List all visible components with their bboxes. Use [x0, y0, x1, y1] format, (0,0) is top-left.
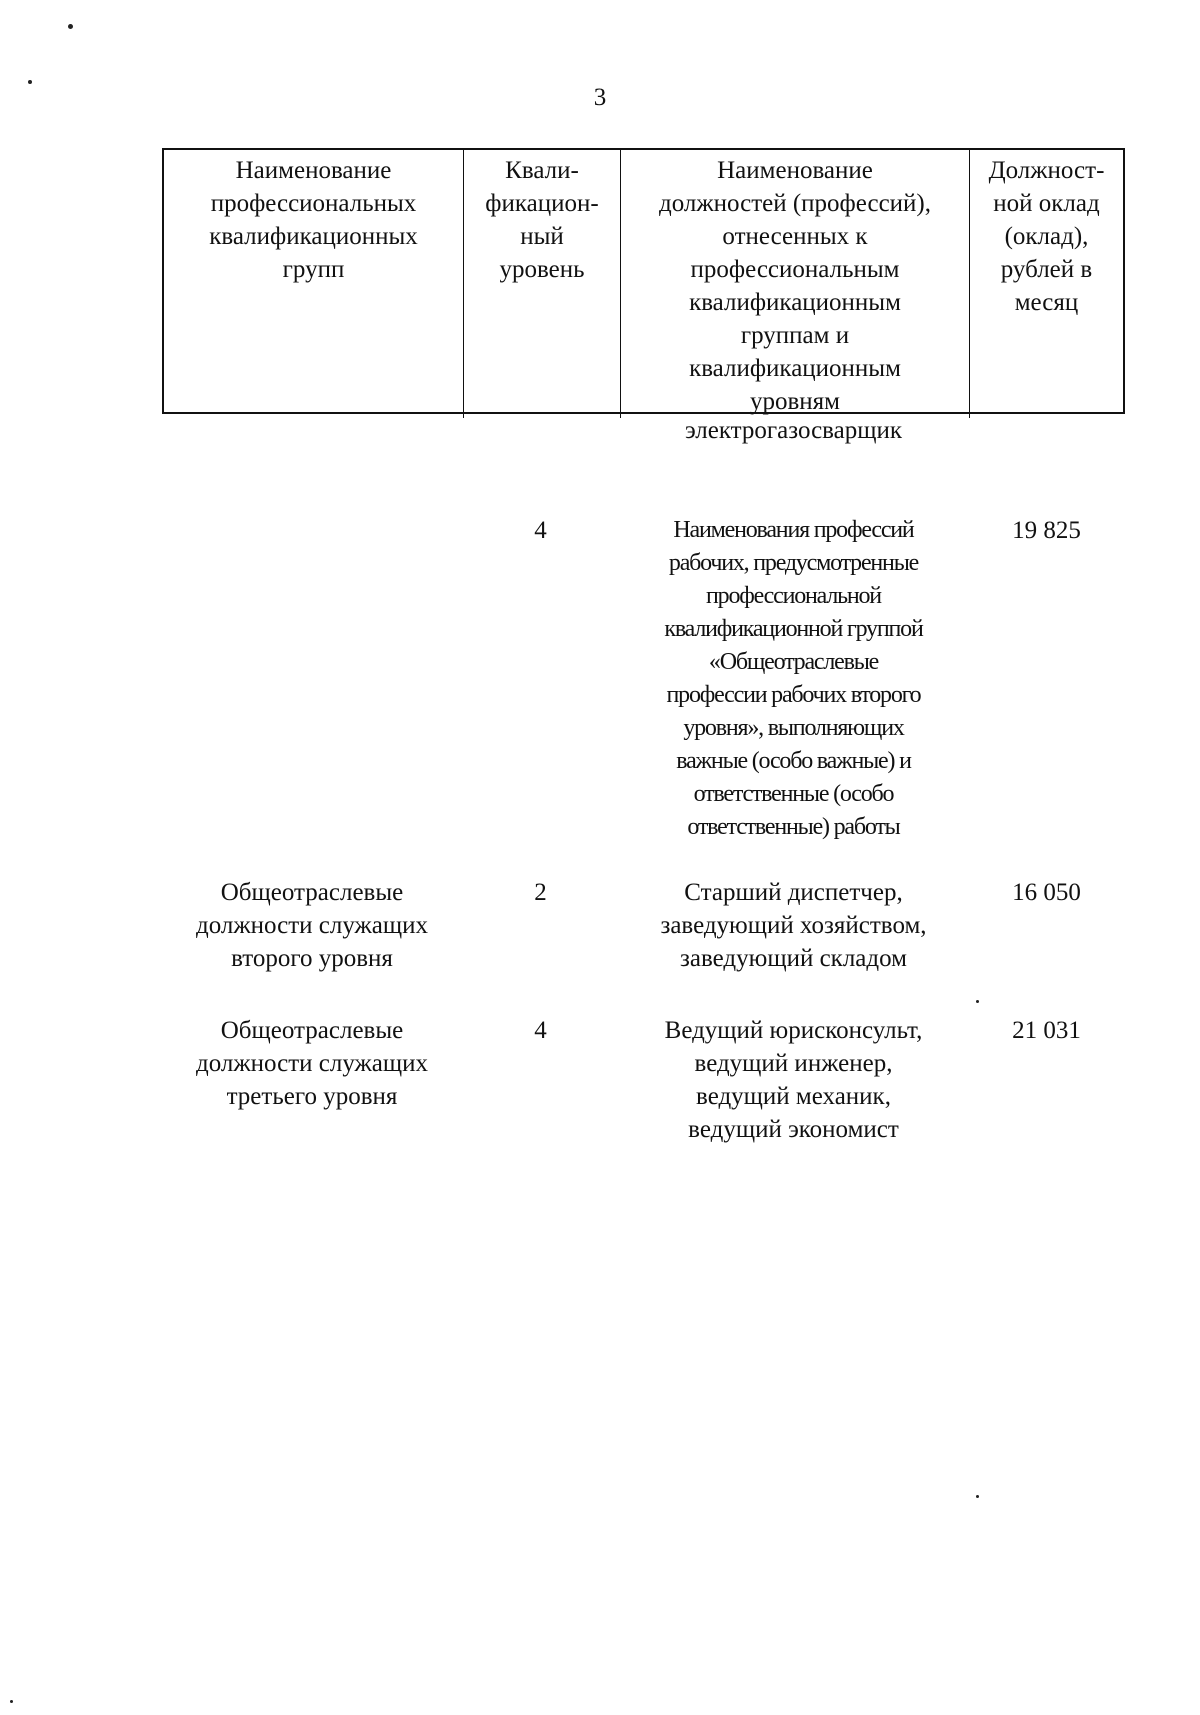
page-number: 3: [593, 84, 607, 111]
row-3-positions: Ведущий юрисконсульт, ведущий инженер, ведущий механик, ведущий экономист: [664, 1017, 923, 1143]
scan-speck: [976, 1000, 979, 1003]
row-3-group: Общеотраслевые должности служащих третьего уровня: [195, 1017, 429, 1110]
header-salary-label: Должност- ной оклад (оклад), рублей в месяц: [988, 157, 1105, 316]
row-1-positions: Наименования профессий рабочих, предусмотренные профессиональной квалификационной группой «Общеотраслевые профессии рабочих второго уровня», выполняющих важные (особо важные) и ответственные (особо ответственные) работы: [664, 517, 923, 840]
row-2-group: Общеотраслевые должности служащих второго уровня: [195, 879, 429, 972]
scan-speck: [976, 1495, 979, 1498]
row-1-level: 4: [534, 517, 547, 544]
scan-speck: [28, 80, 32, 84]
row-3-level: 4: [534, 1017, 547, 1044]
header-positions-label: Наименование должностей (профессий), отнесенных к профессиональным квалификационным группам и квалификационным уровням: [658, 157, 932, 415]
header-cell-salary: [970, 150, 1123, 418]
header-cell-group: [164, 150, 464, 418]
header-cell-level: [464, 150, 621, 418]
row-2-positions: Старший диспетчер, заведующий хозяйством, заведующий складом: [660, 879, 927, 972]
continuation-text: электрогазосварщик: [684, 417, 903, 444]
header-level-label: Квали- фикацион- ный уровень: [485, 157, 599, 283]
row-2-salary: 16 050: [1012, 879, 1081, 906]
row-1-salary: 19 825: [1012, 517, 1081, 544]
scan-speck: [10, 1700, 13, 1703]
header-cell-positions: [621, 150, 970, 418]
scan-speck: [68, 24, 73, 29]
row-2-level: 2: [534, 879, 547, 906]
row-3-salary: 21 031: [1012, 1017, 1081, 1044]
header-group-label: Наименование профессиональных квалификационных групп: [209, 157, 418, 283]
table-header: [162, 148, 1125, 414]
